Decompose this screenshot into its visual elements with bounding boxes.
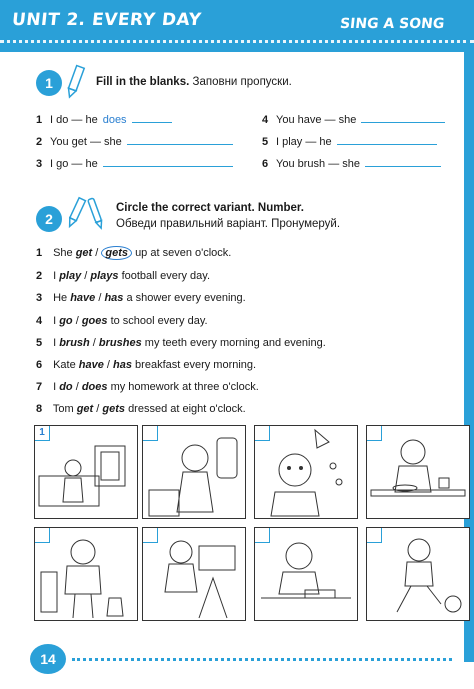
exercise-2-title: Circle the correct variant. Number.: [116, 202, 304, 214]
unit-title: UNIT 2. EVERY DAY: [10, 10, 203, 30]
boy-doing-homework-illustration: [255, 528, 357, 620]
exercise-1-subtitle: Заповни пропуски.: [192, 76, 292, 88]
girl-brushing-teeth-illustration: [143, 426, 245, 518]
girl-in-shower-illustration: [255, 426, 357, 518]
girl-eating-breakfast-illustration: [367, 426, 469, 518]
picture-football: [366, 527, 470, 621]
picture-brushing-teeth: [142, 425, 246, 519]
ex1-blank-4[interactable]: [361, 110, 445, 123]
ex2-row-6: 6 Kate have / has breakfast every morning.: [36, 359, 257, 371]
header-banner: [0, 0, 474, 52]
ex2-row-2: 2 I play / plays football every day.: [36, 270, 211, 282]
ex2-option-b-6[interactable]: has: [113, 359, 132, 371]
ex2-row-5: 5 I brush / brushes my teeth every morning and evening.: [36, 337, 326, 349]
ex1-row-5: 5 I play — he: [262, 132, 437, 148]
picture-breakfast: [366, 425, 470, 519]
exercise-2-badge: 2: [36, 206, 62, 232]
ex1-row-4: 4 You have — she: [262, 110, 445, 126]
ex2-option-b-1-circled[interactable]: gets: [101, 246, 132, 260]
boy-getting-dressed-illustration: [35, 528, 137, 620]
ex2-option-b-7[interactable]: does: [81, 381, 108, 393]
exercise-2-subtitle: Обведи правильний варіант. Пронумеруй.: [116, 218, 341, 230]
exercise-1-title: Fill in the blanks.: [96, 76, 190, 88]
picture-waking-up: [34, 425, 138, 519]
ex2-option-a-8[interactable]: get: [76, 403, 94, 415]
picture-shower: [254, 425, 358, 519]
boy-playing-football-illustration: [367, 528, 469, 620]
picture-going-to-school: [142, 527, 246, 621]
sing-a-song-title: SING A SONG: [338, 16, 445, 32]
ex1-blank-3[interactable]: [103, 154, 233, 167]
ex1-row-1: 1 I do — he does: [36, 110, 172, 126]
girl-going-to-school-illustration: [143, 528, 245, 620]
picture-getting-dressed: [34, 527, 138, 621]
footer-dotted-line: [72, 658, 452, 663]
ex2-row-4: 4 I go / goes to school every day.: [36, 315, 208, 327]
page-number: 14: [30, 644, 66, 674]
header-dotted-line: [0, 40, 474, 47]
exercise-1-instruction: [96, 76, 292, 88]
girl-getting-up-illustration: [35, 426, 137, 518]
ex1-blank-6[interactable]: [365, 154, 441, 167]
ex2-row-1: 1 She get / gets up at seven o'clock.: [36, 247, 232, 259]
ex1-blank-5[interactable]: [337, 132, 437, 145]
ex1-row-6: 6 You brush — she: [262, 154, 441, 170]
ex1-answer-1: does: [102, 114, 127, 126]
pencil-and-pen-icon: [64, 196, 110, 232]
ex2-option-b-4[interactable]: goes: [81, 315, 108, 327]
ex2-option-a-6[interactable]: have: [78, 359, 104, 371]
ex2-option-a-1[interactable]: get: [75, 247, 93, 259]
ex1-blank-2[interactable]: [127, 132, 233, 145]
ex2-option-a-4[interactable]: go: [59, 315, 73, 327]
ex2-row-8: 8 Tom get / gets dressed at eight o'clock.: [36, 403, 246, 415]
ex1-blank-1[interactable]: [132, 110, 172, 123]
ex2-option-b-2[interactable]: plays: [90, 270, 119, 282]
ex2-row-7: 7 I do / does my homework at three o'clock.: [36, 381, 259, 393]
ex1-row-2: 2 You get — she: [36, 132, 233, 148]
ex2-option-b-3[interactable]: has: [104, 292, 124, 304]
pencil-icon: [64, 64, 86, 100]
ex2-option-b-8[interactable]: gets: [102, 403, 125, 415]
picture-number-box[interactable]: 1: [35, 426, 50, 441]
ex2-option-a-2[interactable]: play: [59, 270, 82, 282]
ex1-row-3: 3 I go — he: [36, 154, 233, 170]
ex2-row-3: 3 He have / has a shower every evening.: [36, 292, 246, 304]
picture-homework: [254, 527, 358, 621]
ex2-option-b-5[interactable]: brushes: [98, 337, 142, 349]
ex2-option-a-7[interactable]: do: [59, 381, 73, 393]
ex2-option-a-3[interactable]: have: [70, 292, 96, 304]
ex2-option-a-5[interactable]: brush: [59, 337, 90, 349]
exercise-1-badge: 1: [36, 70, 62, 96]
